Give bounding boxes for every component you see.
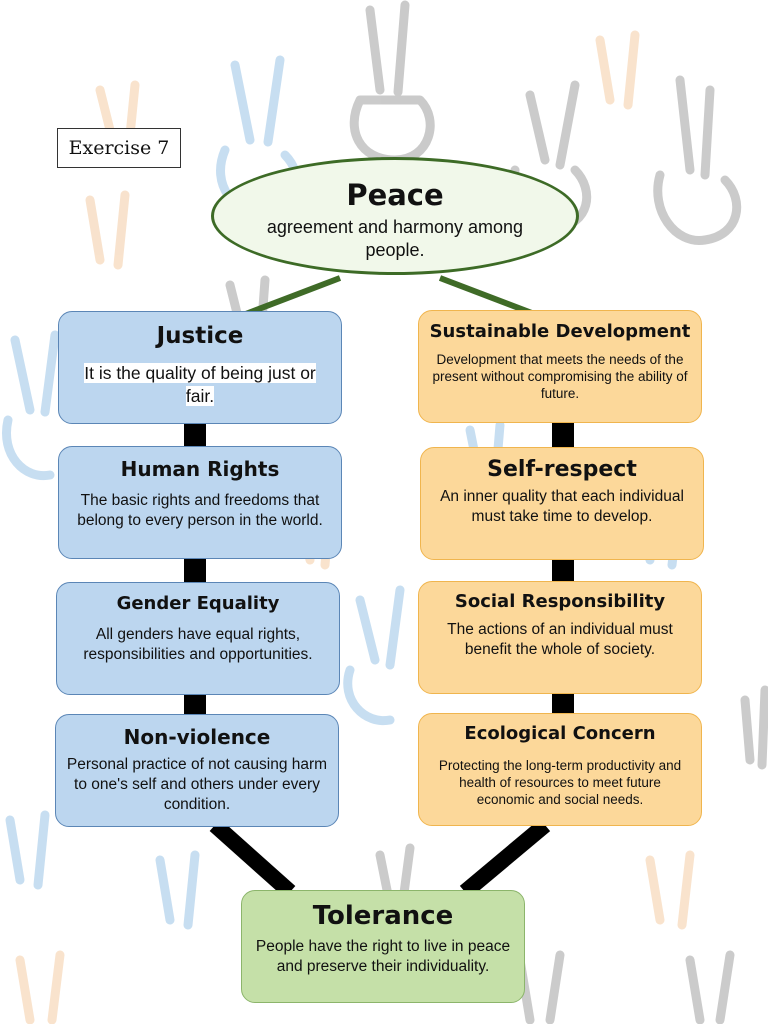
peace-node bbox=[211, 157, 579, 275]
justice-title: Justice bbox=[156, 323, 244, 349]
non-violence-description: Personal practice of not causing harm to one's self and others under every condition. bbox=[66, 756, 328, 813]
social-responsibility-title: Social Responsibility bbox=[454, 591, 666, 612]
non-violence-node bbox=[55, 714, 339, 827]
connector-right-bottom bbox=[465, 825, 545, 892]
human-rights-node bbox=[58, 446, 342, 559]
non-violence-title: Non-violence bbox=[123, 725, 271, 749]
peace-title: Peace bbox=[346, 178, 444, 212]
gender-equality-title: Gender Equality bbox=[116, 593, 280, 614]
social-responsibility-node bbox=[418, 581, 702, 694]
justice-node bbox=[58, 311, 342, 424]
connector-left-bottom bbox=[215, 825, 290, 892]
tolerance-description: People have the right to live in peace and preserve their individuality. bbox=[255, 938, 511, 975]
peace-description: agreement and harmony among people. bbox=[266, 217, 524, 260]
justice-description: It is the quality of being just or fair. bbox=[84, 363, 316, 406]
self-respect-description: An inner quality that each individual must take time to develop. bbox=[440, 488, 684, 525]
sustainable-development-title: Sustainable Development bbox=[429, 321, 691, 342]
self-respect-title: Self-respect bbox=[487, 457, 637, 482]
sustainable-development-description: Development that meets the needs of the present without compromising the ability of future. bbox=[432, 352, 688, 401]
gender-equality-description: All genders have equal rights, responsibilities and opportunities. bbox=[83, 626, 313, 663]
ecological-concern-title: Ecological Concern bbox=[464, 723, 656, 744]
human-rights-title: Human Rights bbox=[120, 457, 280, 481]
self-respect-node bbox=[420, 447, 704, 560]
ecological-concern-description: Protecting the long-term productivity and health of resources to meet future economic and social needs. bbox=[438, 758, 682, 807]
human-rights-description: The basic rights and freedoms that belong to every person in the world. bbox=[77, 492, 323, 529]
sustainable-development-node bbox=[418, 310, 702, 423]
tolerance-title: Tolerance bbox=[312, 901, 454, 931]
tolerance-node bbox=[241, 890, 525, 1003]
ecological-concern-node bbox=[418, 713, 702, 826]
gender-equality-node bbox=[56, 582, 340, 695]
social-responsibility-description: The actions of an individual must benefit the whole of society. bbox=[447, 621, 673, 658]
exercise-label: Exercise 7 bbox=[57, 128, 181, 168]
